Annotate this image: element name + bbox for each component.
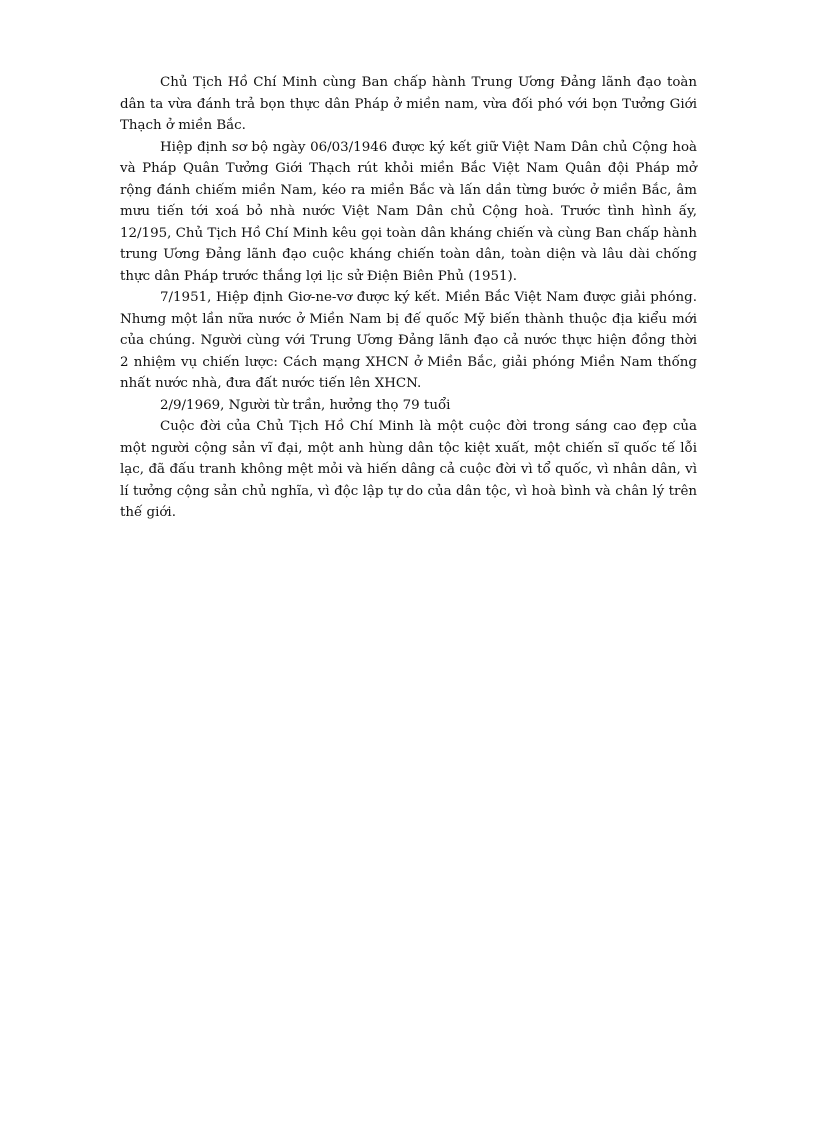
paragraph-geneva-agreement: 7/1951, Hiệp định Giơ-ne-vơ được ký kết. Miền Bắc Việt Nam được giải phóng. Nhưng một lần nữa nước ở Miền Nam bị đế quốc Mỹ biến thành thuộc địa kiểu mới của chúng. Người cùng với Trung Ương Đảng lãnh đạo cả nước thực hiện đồng thời 2 nhiệm vụ chiến lược: Cách mạng XHCN ở Miền Bắc, giải phóng Miền Nam thống nhất nước nhà, đưa đất nước tiến lên XHCN.: [120, 290, 697, 391]
paragraph-life-summary: Cuộc đời của Chủ Tịch Hồ Chí Minh là một cuộc đời trong sáng cao đẹp của một người cộng sản vĩ đại, một anh hùng dân tộc kiệt xuất, một chiến sĩ quốc tế lỗi lạc, đã đấu tranh không mệt mỏi và hiến dâng cả cuộc đời vì tổ quốc, vì nhân dân, vì lí tưởng cộng sản chủ nghĩa, vì độc lập tự do của dân tộc, vì hoà bình và chân lý trên thế giới.: [120, 419, 697, 520]
paragraph-passing: 2/9/1969, Người từ trần, hưởng thọ 79 tuổi: [160, 397, 451, 413]
paragraph-preliminary-agreement: Hiệp định sơ bộ ngày 06/03/1946 được ký kết giữ Việt Nam Dân chủ Cộng hoà và Pháp Quân Tưởng Giới Thạch rút khỏi miền Bắc Việt Nam Quân đội Pháp mở rộng đánh chiếm miền Nam, kéo ra miền Bắc và lấn dần từng bước ở miền Bắc, âm mưu tiến tới xoá bỏ nhà nước Việt Nam Dân chủ Cộng hoà. Trước tình hình ấy, 12/195, Chủ Tịch Hồ Chí Minh kêu gọi toàn dân kháng chiến và cùng Ban chấp hành trung Ương Đảng lãnh đạo cuộc kháng chiến toàn dân, toàn diện và lâu dài chống thực dân Pháp trước thắng lợi lịc sử Điện Biên Phủ (1951).: [120, 139, 697, 284]
paragraph-party-leadership: Chủ Tịch Hồ Chí Minh cùng Ban chấp hành Trung Ương Đảng lãnh đạo toàn dân ta vừa đánh trả bọn thực dân Pháp ở miền nam, vừa đối phó với bọn Tưởng Giới Thạch ở miền Bắc.: [120, 75, 697, 133]
document-page: [120, 72, 697, 524]
